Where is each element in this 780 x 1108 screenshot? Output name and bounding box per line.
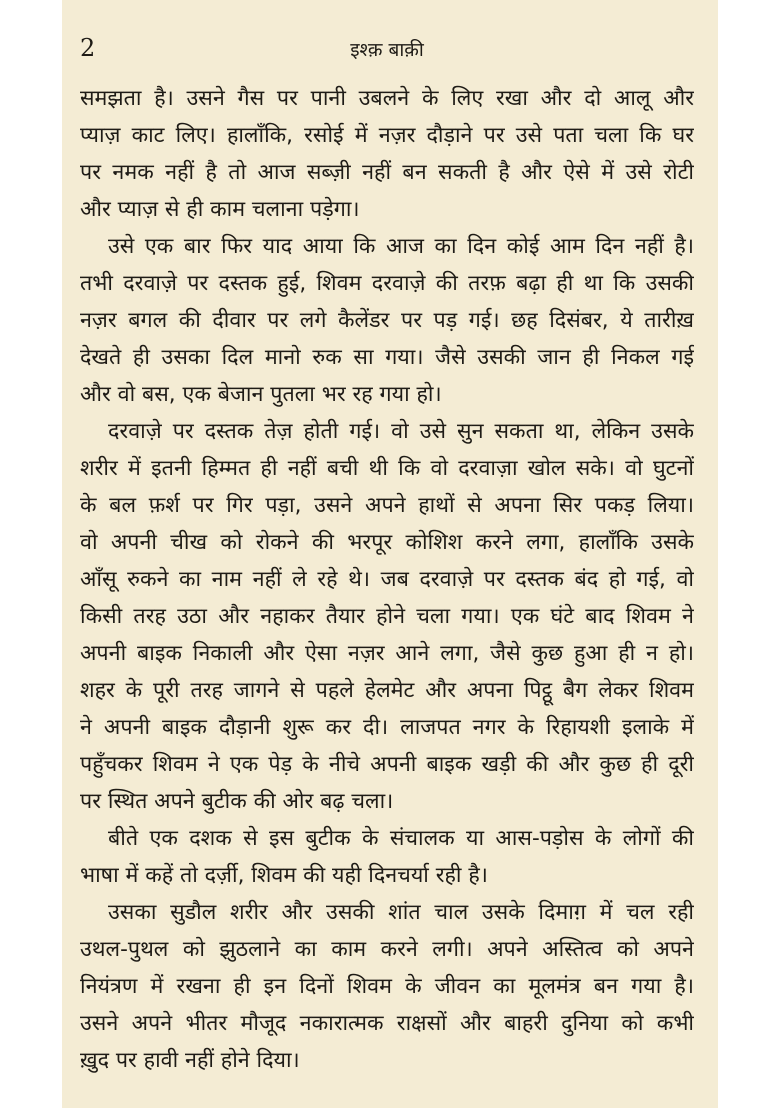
text-line: आँसू रुकने का नाम नहीं ले रहे थे। जब दरवाज़े पर दस्तक बंद हो गई, वो bbox=[80, 567, 694, 592]
body-text bbox=[80, 80, 694, 1079]
text-line: के बल फ़र्श पर गिर पड़ा, उसने अपने हाथों से अपना सिर पकड़ लिया। bbox=[80, 493, 694, 518]
text-line: पर नमक नहीं है तो आज सब्ज़ी नहीं बन सकती है और ऐसे में उसे रोटी bbox=[80, 160, 694, 185]
text-line: नियंत्रण में रखना ही इन दिनों शिवम के जीवन का मूलमंत्र बन गया है। bbox=[80, 974, 694, 999]
running-title: इश्क़ बाक़ी bbox=[350, 39, 424, 61]
text-line: तभी दरवाज़े पर दस्तक हुई, शिवम दरवाज़े की तरफ़ बढ़ा ही था कि उसकी bbox=[80, 271, 694, 296]
text-line: समझता है। उसने गैस पर पानी उबलने के लिए रखा और दो आलू और bbox=[80, 86, 694, 111]
text-line: अपनी बाइक निकाली और ऐसा नज़र आने लगा, जैसे कुछ हुआ ही न हो। bbox=[80, 641, 694, 666]
text-line: उसने अपने भीतर मौजूद नकारात्मक राक्षसों और बाहरी दुनिया को कभी bbox=[80, 1011, 694, 1036]
text-line: शरीर में इतनी हिम्मत ही नहीं बची थी कि वो दरवाज़ा खोल सके। वो घुटनों bbox=[80, 456, 694, 481]
page-header bbox=[80, 30, 694, 70]
text-line: देखते ही उसका दिल मानो रुक सा गया। जैसे उसकी जान ही निकल गई bbox=[80, 345, 694, 370]
book-page bbox=[62, 0, 718, 1108]
text-line: नज़र बगल की दीवार पर लगे कैलेंडर पर पड़ गई। छह दिसंबर, ये तारीख़ bbox=[80, 308, 694, 333]
text-line: भाषा में कहें तो दर्ज़ी, शिवम की यही दिनचर्या रही है। bbox=[80, 863, 488, 888]
text-line: शहर के पूरी तरह जागने से पहले हेलमेट और अपना पिट्ठू बैग लेकर शिवम bbox=[80, 678, 694, 703]
text-line: वो अपनी चीख को रोकने की भरपूर कोशिश करने लगा, हालाँकि उसके bbox=[80, 530, 694, 555]
page-number: 2 bbox=[80, 34, 96, 62]
text-line: ख़ुद पर हावी नहीं होने दिया। bbox=[80, 1048, 300, 1073]
text-line: उसका सुडौल शरीर और उसकी शांत चाल उसके दिमाग़ में चल रही bbox=[108, 900, 694, 925]
text-line: प्याज़ काट लिए। हालाँकि, रसोई में नज़र दौड़ाने पर उसे पता चला कि घर bbox=[80, 123, 694, 148]
text-line: उथल-पुथल को झुठलाने का काम करने लगी। अपने अस्तित्व को अपने bbox=[80, 937, 694, 962]
text-line: दरवाज़े पर दस्तक तेज़ होती गई। वो उसे सुन सकता था, लेकिन उसके bbox=[108, 419, 694, 444]
text-line: पहुँचकर शिवम ने एक पेड़ के नीचे अपनी बाइक खड़ी की और कुछ ही दूरी bbox=[80, 752, 694, 777]
text-line: और वो बस, एक बेजान पुतला भर रह गया हो। bbox=[80, 382, 442, 407]
text-line: किसी तरह उठा और नहाकर तैयार होने चला गया। एक घंटे बाद शिवम ने bbox=[80, 604, 694, 629]
text-line: ने अपनी बाइक दौड़ानी शुरू कर दी। लाजपत नगर के रिहायशी इलाके में bbox=[80, 715, 694, 740]
text-line: और प्याज़ से ही काम चलाना पड़ेगा। bbox=[80, 197, 360, 222]
text-line: पर स्थित अपने बुटीक की ओर बढ़ चला। bbox=[80, 789, 394, 814]
text-line: बीते एक दशक से इस बुटीक के संचालक या आस-पड़ोस के लोगों की bbox=[108, 826, 694, 851]
text-line: उसे एक बार फिर याद आया कि आज का दिन कोई आम दिन नहीं है। bbox=[108, 234, 694, 259]
